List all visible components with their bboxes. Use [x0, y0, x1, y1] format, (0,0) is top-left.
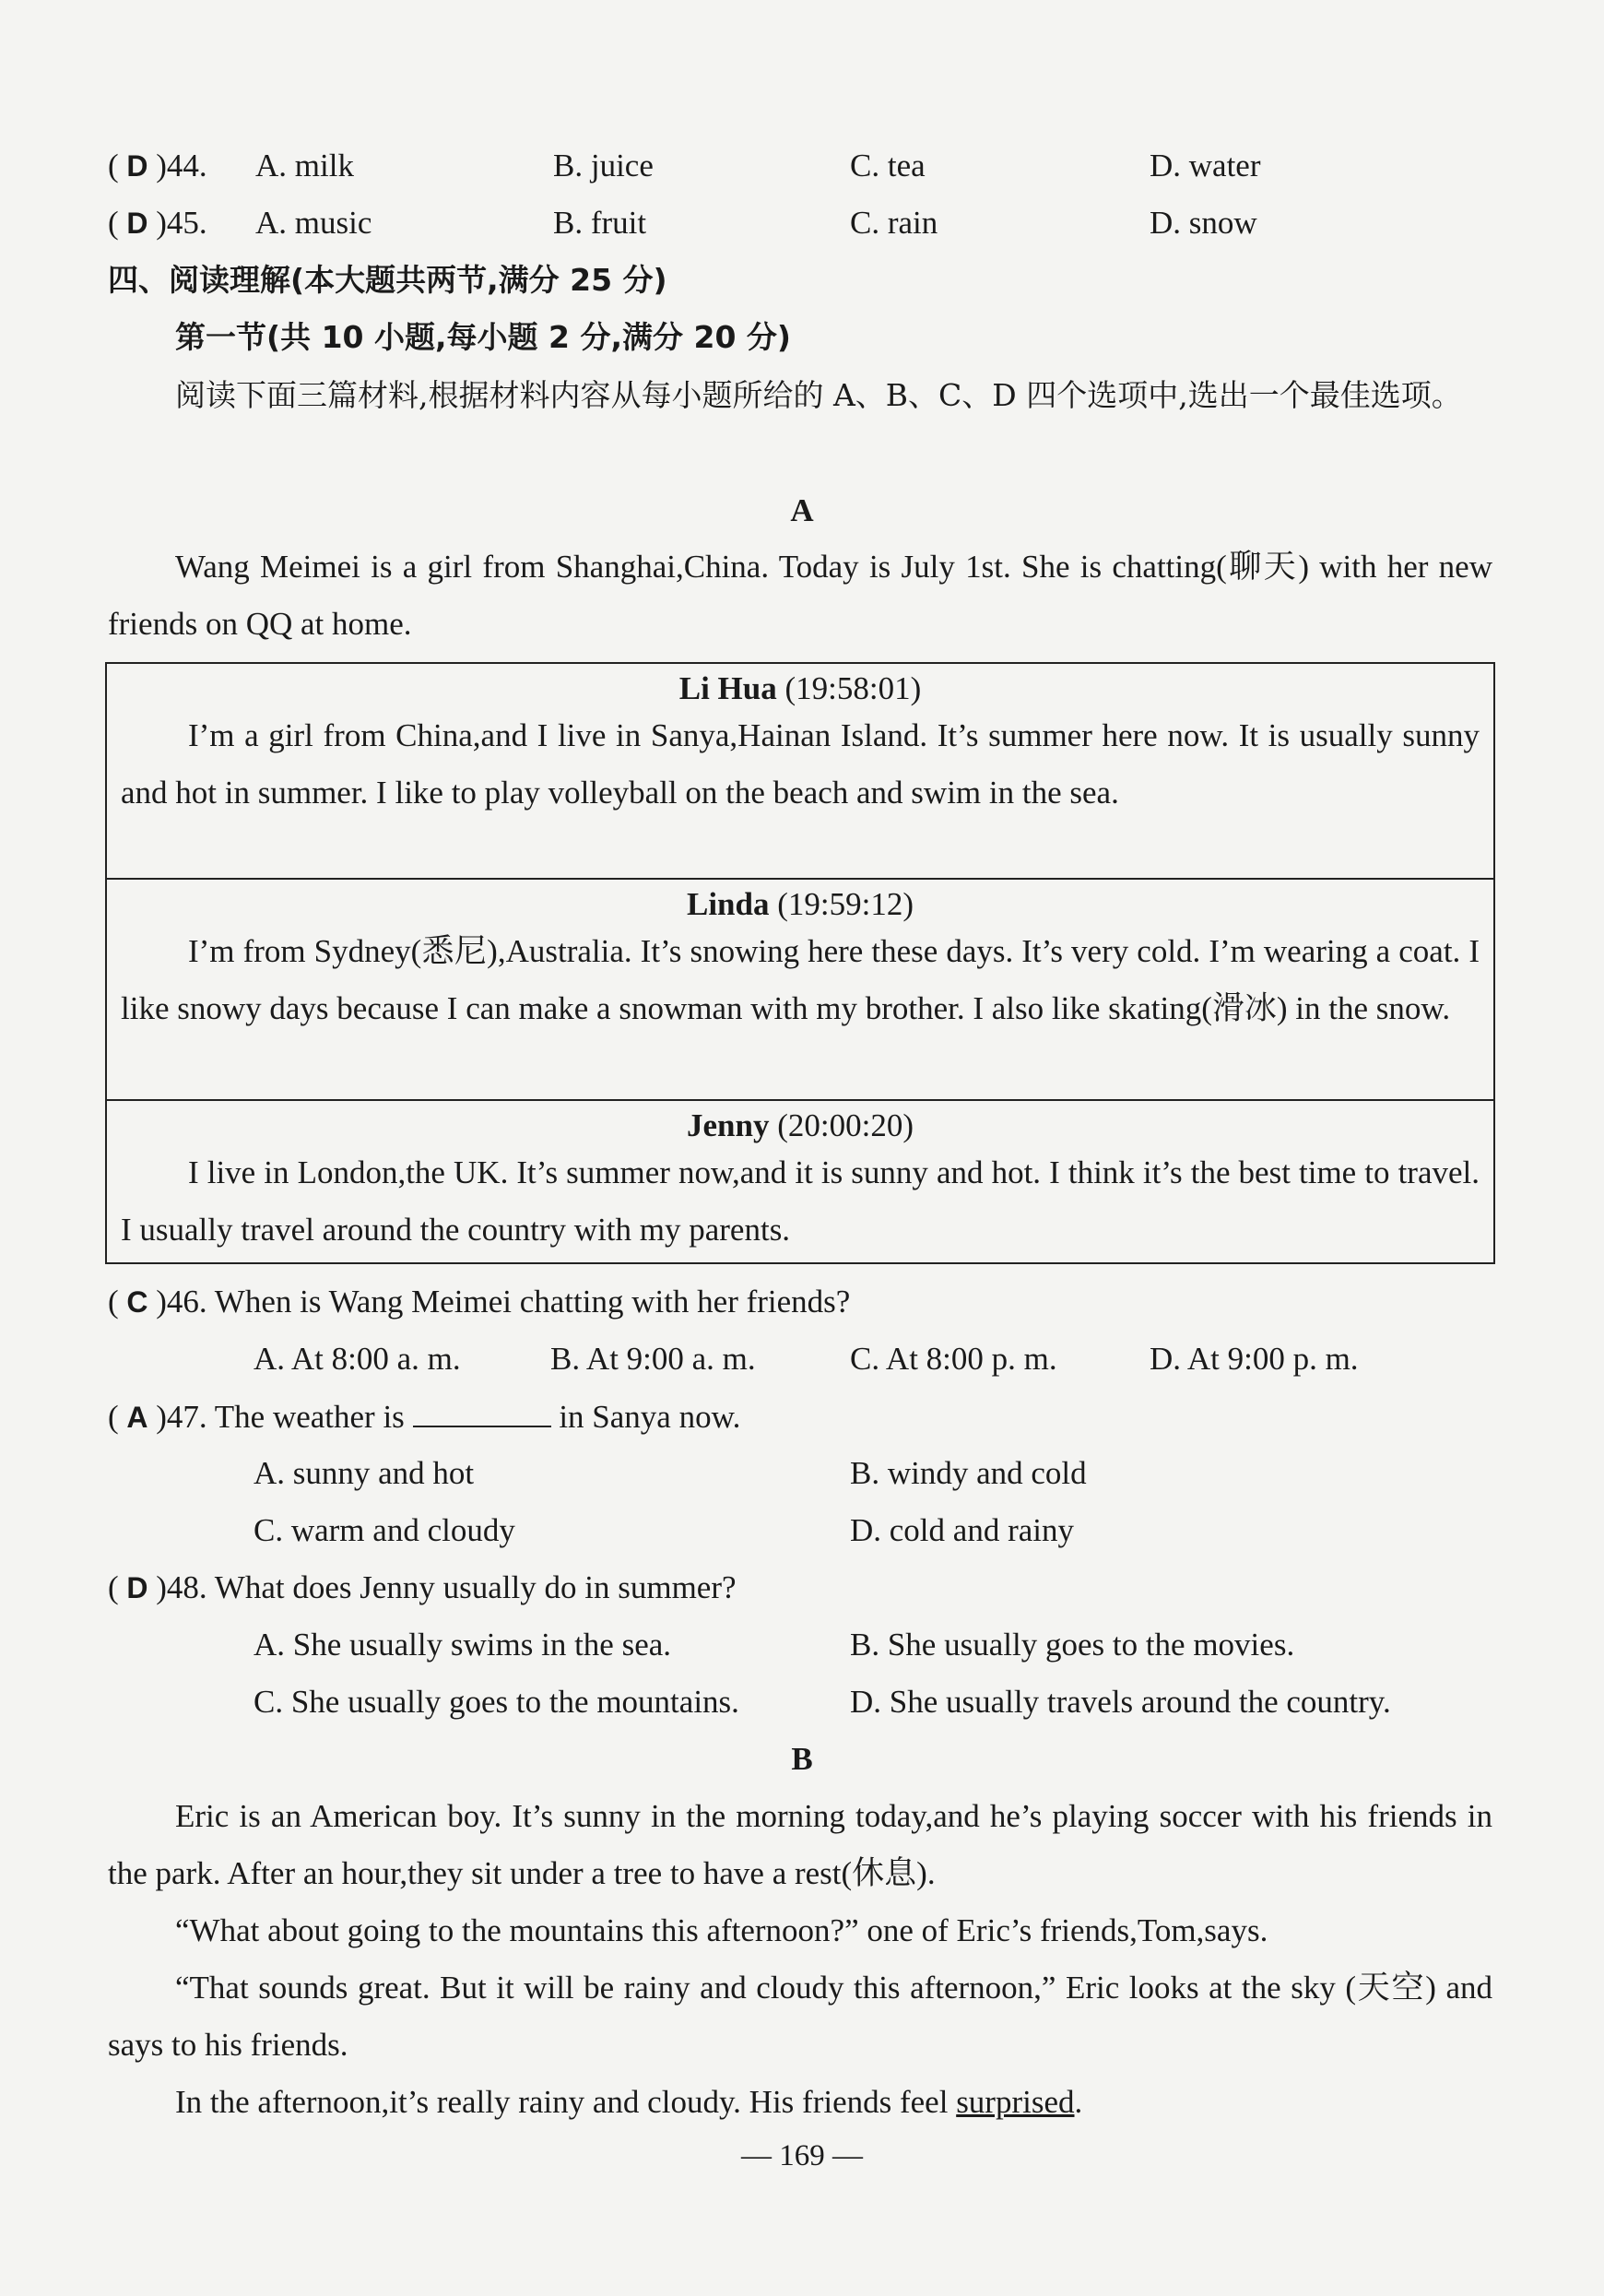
q45-option-b: B. fruit [553, 205, 647, 241]
q48-option-c: C. She usually goes to the mountains. [254, 1684, 739, 1720]
answer-45: D [126, 207, 148, 240]
chat-name: Li Hua [678, 670, 777, 706]
q44-option-d: D. water [1150, 148, 1261, 183]
q48-option-b: B. She usually goes to the movies. [850, 1627, 1295, 1663]
chat-text: I’m a girl from China,and I live in Sanya,Hainan Island. It’s summer here now. It is usually sunny and hot in summer. I like to play volleyball on the beach and swim in the sea. [121, 717, 1480, 811]
question-44: ( D )44. [108, 148, 207, 183]
underlined-word: surprised [956, 2084, 1075, 2120]
q48-option-a: A. She usually swims in the sea. [254, 1627, 672, 1663]
chat-box [105, 662, 1495, 1264]
chat-time: (19:58:01) [784, 670, 922, 706]
question-45: ( D )45. [108, 205, 207, 241]
answer-48: D [126, 1571, 148, 1604]
passage-a-label: A [790, 492, 814, 528]
question-47: ( A )47. The weather is in Sanya now. [108, 1399, 741, 1435]
q45-option-d: D. snow [1150, 205, 1257, 241]
passage-b-p2: “What about going to the mountains this afternoon?” one of Eric’s friends,Tom,says. [175, 1912, 1268, 1948]
q44-option-a: A. milk [255, 148, 354, 183]
answer-blank [413, 1398, 551, 1427]
answer-44: D [126, 149, 148, 183]
q48-option-d: D. She usually travels around the country. [850, 1684, 1391, 1720]
question-48: ( D )48. What does Jenny usually do in summer? [108, 1569, 737, 1605]
q45-option-c: C. rain [850, 205, 938, 241]
chat-name: Jenny [687, 1107, 770, 1143]
q47-option-d: D. cold and rainy [850, 1512, 1074, 1548]
chat-name: Linda [686, 886, 770, 922]
passage-b-p4: In the afternoon,it’s really rainy and cloudy. His friends feel surprised. [175, 2084, 1083, 2120]
page-number: — 169 — [741, 2139, 863, 2172]
chat-jenny [107, 1099, 1493, 1263]
question-46: ( C )46. When is Wang Meimei chatting with her friends? [108, 1284, 851, 1320]
answer-47: A [126, 1401, 148, 1434]
section-4-title: 四、阅读理解(本大题共两节,满分 25 分) [108, 262, 667, 298]
passage-b-p1: Eric is an American boy. It’s sunny in the morning today,and he’s playing soccer with his friends in the park. After an hour,they sit under a tree to have a rest(休息). [108, 1798, 1492, 1891]
chat-text: I live in London,the UK. It’s summer now,and it is sunny and hot. I think it’s the best time to travel. I usually travel around the country with my parents. [121, 1154, 1480, 1248]
chat-li-hua [107, 664, 1493, 878]
part-1-title: 第一节(共 10 小题,每小题 2 分,满分 20 分) [175, 319, 791, 355]
chat-linda [107, 878, 1493, 1099]
q46-option-c: C. At 8:00 p. m. [850, 1341, 1057, 1377]
q46-option-b: B. At 9:00 a. m. [550, 1341, 756, 1377]
passage-b-p3: “That sounds great. But it will be rainy and cloudy this afternoon,” Eric looks at the sky (天空) and says to his friends. [108, 1970, 1492, 2063]
q44-option-b: B. juice [553, 148, 654, 183]
instructions: 阅读下面三篇材料,根据材料内容从每小题所给的 A、B、C、D 四个选项中,选出一个最佳选项。 [175, 377, 1462, 413]
q44-option-c: C. tea [850, 148, 926, 183]
chat-time: (19:59:12) [777, 886, 914, 922]
q45-option-a: A. music [255, 205, 372, 241]
chat-time: (20:00:20) [777, 1107, 914, 1143]
passage-a-intro: Wang Meimei is a girl from Shanghai,China. Today is July 1st. She is chatting(聊天) with her new friends on QQ at home. [108, 549, 1492, 642]
q46-option-d: D. At 9:00 p. m. [1150, 1341, 1359, 1377]
q46-option-a: A. At 8:00 a. m. [254, 1341, 461, 1377]
passage-b-label: B [791, 1741, 813, 1777]
q47-option-a: A. sunny and hot [254, 1455, 475, 1491]
q47-option-c: C. warm and cloudy [254, 1512, 515, 1548]
q47-option-b: B. windy and cold [850, 1455, 1087, 1491]
chat-text: I’m from Sydney(悉尼),Australia. It’s snowing here these days. It’s very cold. I’m wearing a coat. I like snowy days because I can make a snowman with my brother. I also like skating(滑冰) in the snow. [121, 933, 1480, 1026]
answer-46: C [126, 1285, 148, 1319]
